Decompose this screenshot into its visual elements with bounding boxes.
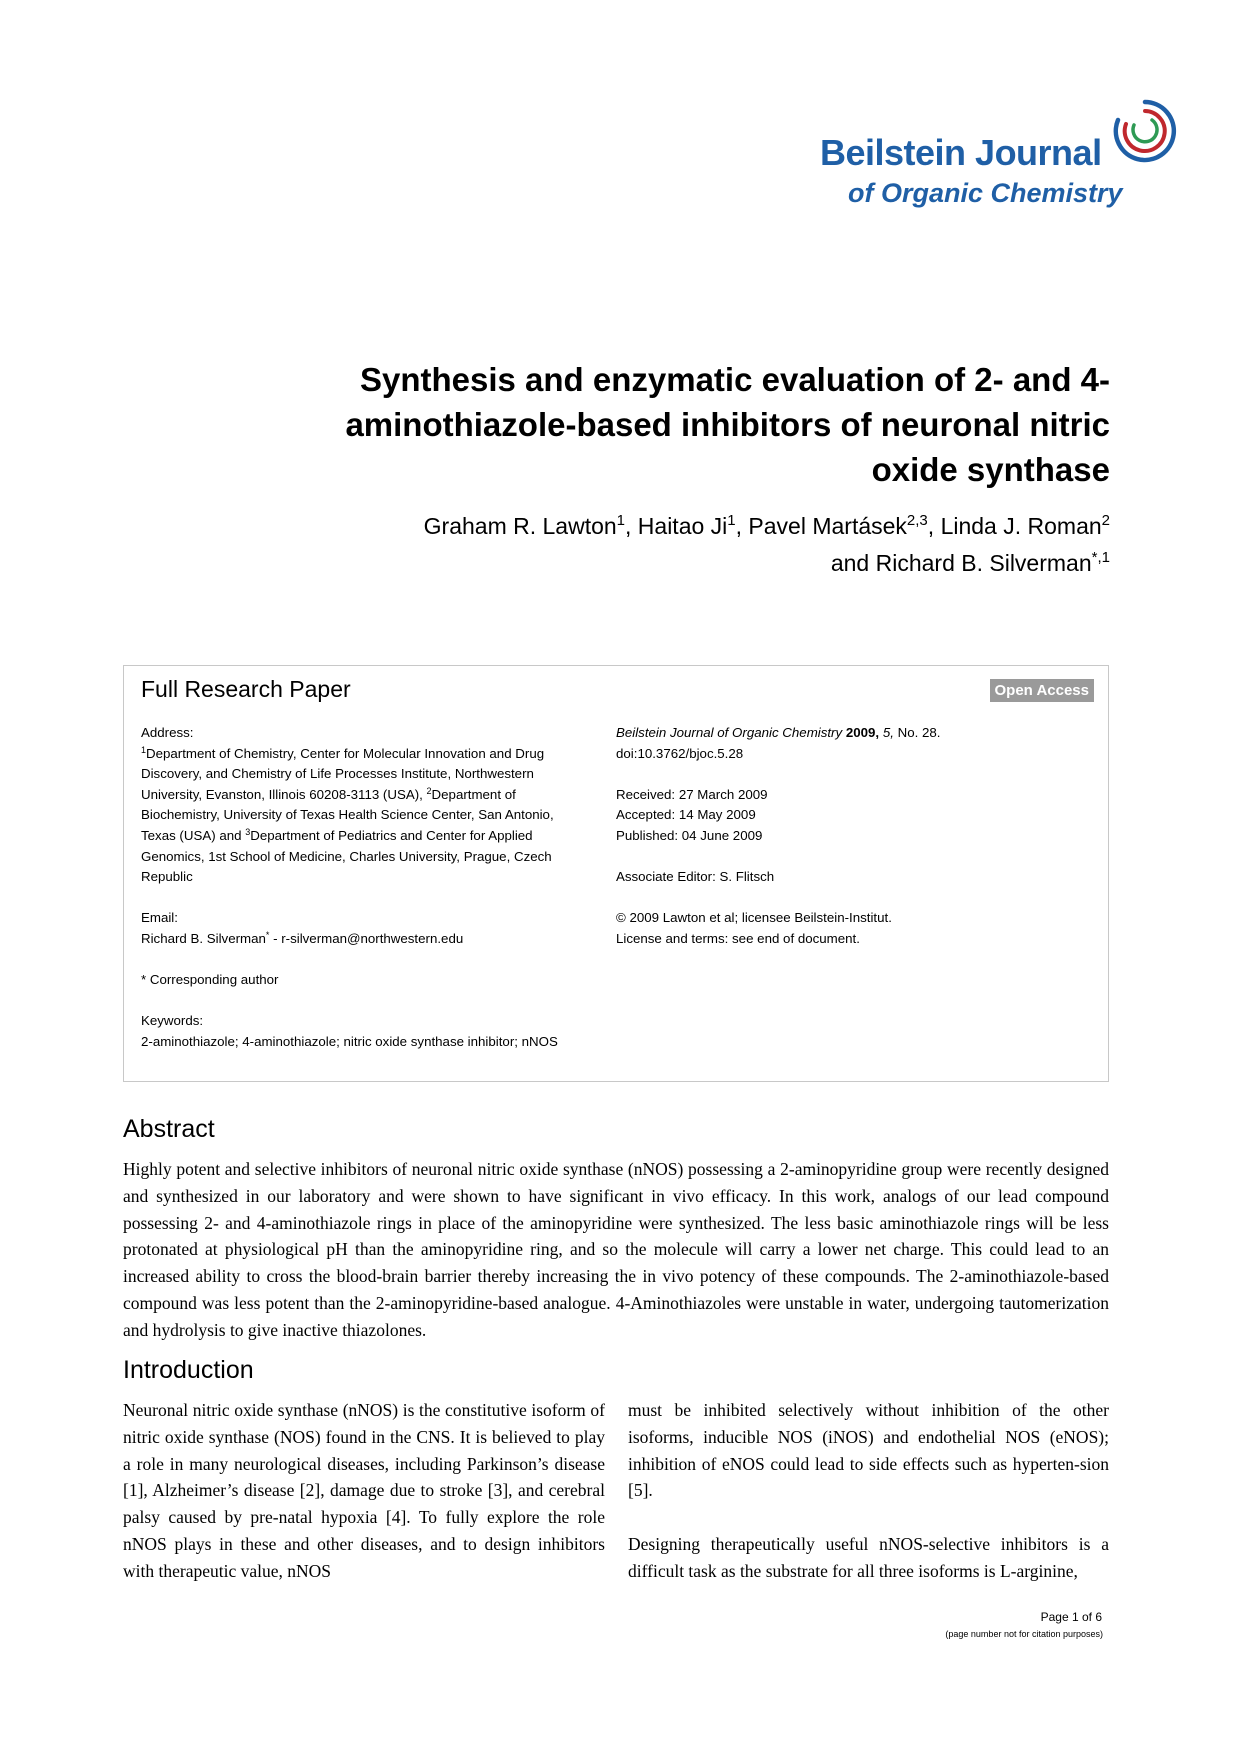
citation-number: No. 28. (897, 725, 941, 740)
author-affiliation: 1 (727, 512, 736, 529)
license-block (616, 908, 1096, 949)
associate-editor: Associate Editor: S. Flitsch (616, 869, 775, 885)
author-name: Pavel Martásek (748, 513, 907, 539)
dates-block (616, 785, 1096, 847)
introduction-heading: Introduction (123, 1356, 254, 1384)
journal-name-line2: of Organic Chemistry (848, 178, 1123, 208)
journal-logo-icon (1112, 98, 1178, 164)
abstract-text: Highly potent and selective inhibitors of neuronal nitric oxide synthase (nNOS) possessing a 2-aminopyridine group were recently designed and synthesized in our laboratory and were shown to have significant in vivo efficacy. In this work, analogs of our lead compound possessing 2- and 4-aminothiazole rings in place of the aminopyridine were synthesized. The less basic aminothiazole rings will be less protonated at physiological pH than the aminopyridine ring, and so the molecule will carry a lower net charge. This could lead to an increased ability to cross the blood-brain barrier thereby increasing the in vivo potency of these compounds. The 2-aminothiazole-based compound was less potent than the 2-aminopyridine-based analogue. 4-Aminothiazoles were unstable in water, undergoing tautomerization and hydrolysis to give inactive thiazolones. (123, 1159, 1109, 1340)
license-line: License and terms: see end of document. (616, 930, 860, 946)
page-number: Page 1 of 6 (1040, 1610, 1102, 1624)
citation-block (616, 723, 1096, 764)
open-access-badge: Open Access (990, 679, 1095, 702)
email-address-link[interactable]: r-silverman@northwestern.edu (281, 930, 464, 946)
keywords-block (141, 1011, 591, 1052)
author-affiliation: 2 (1101, 512, 1110, 529)
citation-year: 2009, (845, 725, 880, 740)
article-info-box (123, 665, 1109, 1082)
introduction-right-column (628, 1397, 1109, 1611)
author-name: Graham R. Lawton (423, 513, 617, 539)
affiliation-2: Department of Biochemistry, University of Texas Health Science Center, San Antonio, Texas (USA) and (141, 786, 554, 843)
address-label: Address: (141, 725, 194, 740)
address-block: Address: $^1$Department of Chemistry, Center for Molecular Innovation and Drug Discovery, and Chemistry of Life Processes Institute, Northwestern University, Evanston, Illinois 60208-3113 (USA), $^2$Department of Biochemistry, University of Texas Health Science Center, San Antonio, Texas (USA) and $^3$Department of Pediatrics and Center for Applied Genomics, 1st School of Medicine, Charles University, Prague, Czech Republic (141, 725, 554, 885)
paper-title: Synthesis and enzymatic evaluation of 2- and 4-aminothiazole-based inhibitors of neuronal nitric oxide synthase (345, 361, 1110, 488)
copyright-line: © 2009 Lawton et al; licensee Beilstein-Institut. (616, 910, 892, 926)
author-name: Richard B. Silverman (875, 550, 1092, 576)
author-affiliation: *,1 (1091, 549, 1110, 566)
accepted-date: Accepted: 14 May 2009 (616, 807, 756, 823)
page-number-note: (page number not for citation purposes) (945, 1629, 1103, 1639)
author-name: Haitao Ji (637, 513, 728, 539)
affiliation-1: Department of Chemistry, Center for Molecular Innovation and Drug Discovery, and Chemistry of Life Processes Institute, Northwestern University, Evanston, Illinois 60208-3113 (USA), (141, 745, 545, 802)
affiliation-3: Department of Pediatrics and Center for Applied Genomics, 1st School of Medicine, Charles University, Prague, Czech Republic (141, 827, 552, 885)
info-left-column (141, 723, 591, 1073)
email-author: Richard B. Silverman (141, 930, 266, 946)
intro-paragraph: must be inhibited selectively without inhibition of the other isoforms, inducible NOS (iNOS) and endothelial NOS (eNOS); inhibition of eNOS could lead to side effects such as hyperten-sion [5]. (628, 1400, 1109, 1501)
author-affiliation: 1 (616, 512, 626, 529)
citation-journal: Beilstein Journal of Organic Chemistry (616, 725, 843, 740)
doi-link[interactable]: doi:10.3762/bjoc.5.28 (616, 745, 744, 761)
keywords-label: Keywords: (141, 1013, 204, 1029)
author-list: Graham R. Lawton$^1$, Haitao Ji$^1$, Pavel Martásek$^{2,3}$, Linda J. Roman$^2$ and Richard B. Silverman$^{*,1}$ (423, 512, 1110, 576)
author-affiliation: 2,3 (906, 512, 928, 529)
published-date: Published: 04 June 2009 (616, 827, 763, 843)
author-name: Linda J. Roman (940, 513, 1102, 539)
corresponding-author-note: * Corresponding author (141, 972, 279, 988)
introduction-left-column: Neuronal nitric oxide synthase (nNOS) is the constitutive isoform of nitric oxide synthase (NOS) found in the CNS. It is believed to play a role in many neurological diseases, including Parkinson’s disease [1], Alzheimer’s disease [2], damage due to stroke [3], and cerebral palsy caused by pre-natal hypoxia [4]. To fully explore the role nNOS plays in these and other diseases, and to design inhibitors with therapeutic value, nNOS (123, 1400, 605, 1581)
email-label: Email: (141, 910, 178, 926)
info-right-column (616, 723, 1096, 970)
journal-name-line1: Beilstein Journal (820, 132, 1102, 173)
email-block: Email: Richard B. Silverman* - r-silverman@northwestern.edu (141, 910, 464, 946)
abstract-heading: Abstract (123, 1115, 215, 1143)
journal-logo (820, 98, 1180, 218)
article-type: Full Research Paper (141, 676, 351, 702)
citation-volume: 5, (882, 725, 894, 740)
received-date: Received: 27 March 2009 (616, 786, 768, 802)
intro-paragraph: Designing therapeutically useful nNOS-selective inhibitors is a difficult task as the substrate for all three isoforms is L-arginine, (628, 1533, 1109, 1581)
keywords-text: 2-aminothiazole; 4-aminothiazole; nitric oxide synthase inhibitor; nNOS (141, 1033, 558, 1049)
